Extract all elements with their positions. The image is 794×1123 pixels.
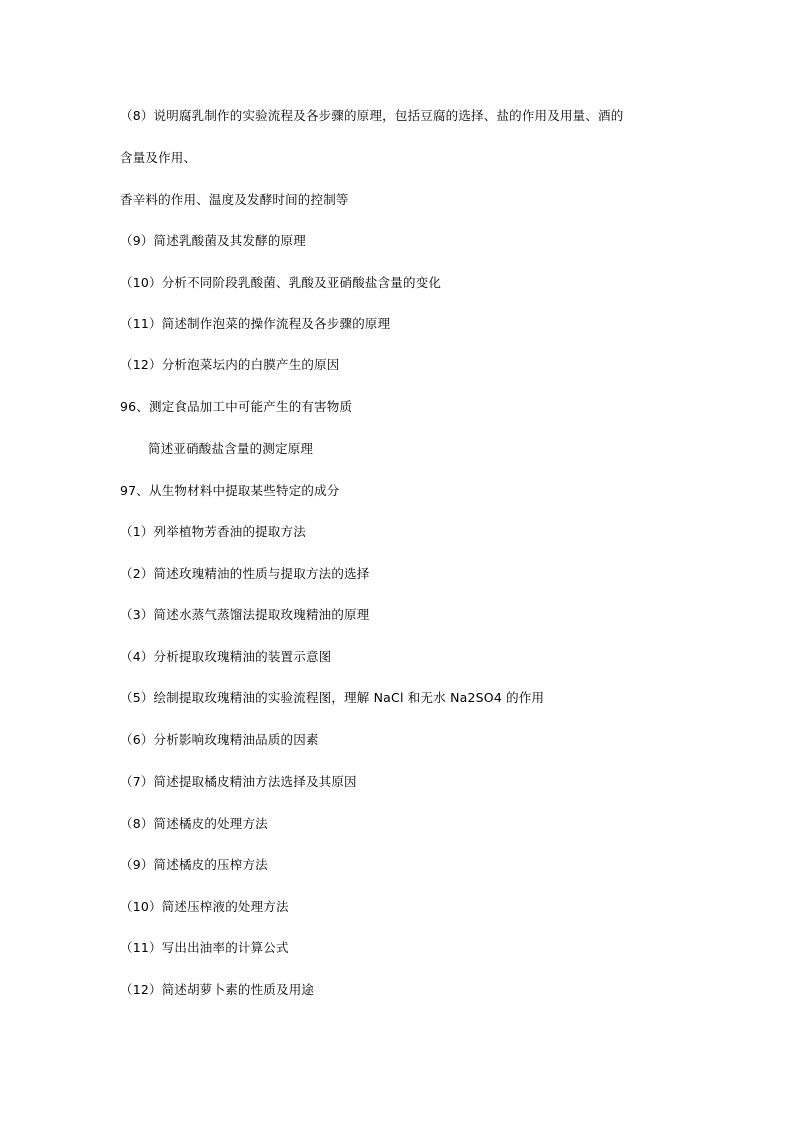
text-line-5-flow-chart: （5）绘制提取玫瑰精油的实验流程图，理解 NaCl 和无水 Na2SO4 的作用 — [120, 690, 545, 705]
text-line-spice-control: 香辛料的作用、温度及发酵时间的控制等 — [120, 192, 349, 207]
text-line-8-peel-treatment: （8）简述橘皮的处理方法 — [120, 816, 268, 831]
text-line-11-pickle-process: （11）简述制作泡菜的操作流程及各步骤的原理 — [120, 316, 391, 331]
text-line-wine-content: 含量及作用、 — [120, 150, 197, 165]
text-line-9-lactic-bacteria: （9）简述乳酸菌及其发酵的原理 — [120, 233, 306, 248]
text-line-6-quality-factors: （6）分析影响玫瑰精油品质的因素 — [120, 732, 319, 747]
text-line-12-white-film: （12）分析泡菜坛内的白膜产生的原因 — [120, 357, 340, 372]
text-line-1-aromatic-oil: （1）列举植物芳香油的提取方法 — [120, 524, 306, 539]
text-line-10-press-liquid: （10）简述压榨液的处理方法 — [120, 899, 289, 914]
text-line-nitrite-measure: 简述亚硝酸盐含量的测定原理 — [148, 441, 314, 456]
section-heading-96: 96、测定食品加工中可能产生的有害物质 — [120, 399, 353, 414]
text-line-12-carotene: （12）简述胡萝卜素的性质及用途 — [120, 982, 315, 997]
text-line-10-nitrite-change: （10）分析不同阶段乳酸菌、乳酸及亚硝酸盐含量的变化 — [120, 275, 442, 290]
section-heading-97: 97、从生物材料中提取某些特定的成分 — [120, 483, 340, 498]
text-line-3-steam-distillation: （3）简述水蒸气蒸馏法提取玫瑰精油的原理 — [120, 607, 370, 622]
text-line-8-tofu-process: （8）说明腐乳制作的实验流程及各步骤的原理，包括豆腐的选择、盐的作用及用量、酒的 — [120, 108, 624, 123]
text-line-2-rose-oil-properties: （2）简述玫瑰精油的性质与提取方法的选择 — [120, 566, 370, 581]
text-line-7-orange-peel-method: （7）简述提取橘皮精油方法选择及其原因 — [120, 774, 357, 789]
text-line-9-peel-pressing: （9）简述橘皮的压榨方法 — [120, 857, 268, 872]
text-line-4-apparatus-diagram: （4）分析提取玫瑰精油的装置示意图 — [120, 649, 332, 664]
text-line-11-oil-yield-formula: （11）写出出油率的计算公式 — [120, 940, 289, 955]
